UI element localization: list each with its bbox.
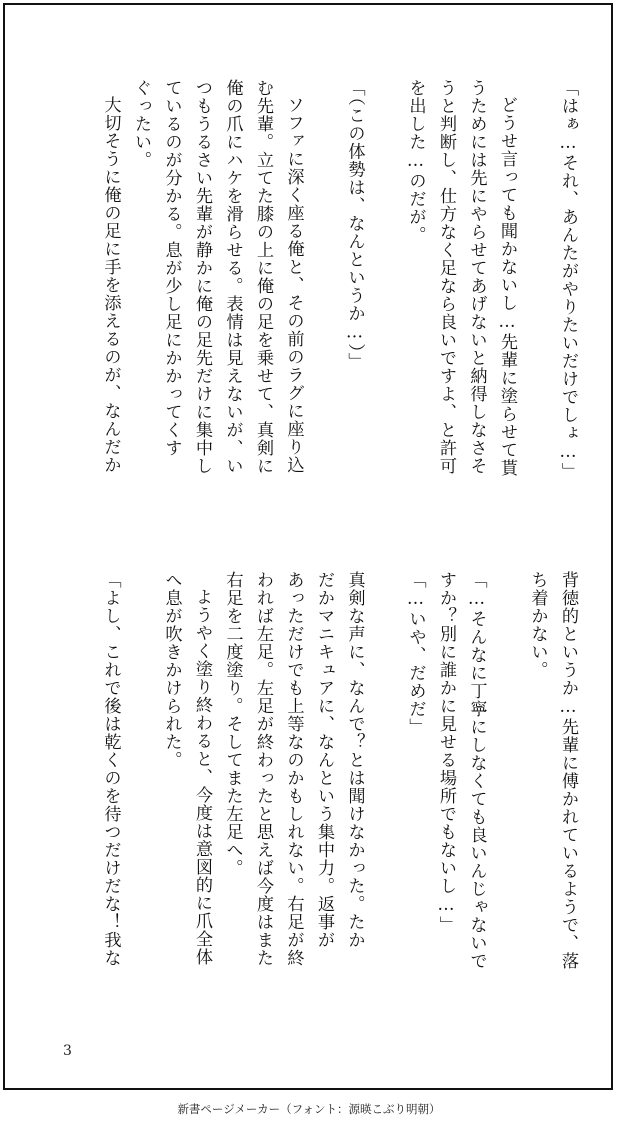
text-line: ち着かない。 (527, 571, 548, 679)
text-line: 「よし、これで後は乾くのを待つだけだな！我な (100, 571, 121, 967)
text-line: 背徳的というか…先輩に傅かれているようで、落 (558, 571, 578, 970)
blank-line (522, 79, 553, 531)
blank-line (492, 571, 523, 1023)
text-line: を出した…のだが。 (405, 79, 426, 244)
text-line: 俺の爪にハケを滑らせる。表情は見えないが、い (222, 79, 243, 475)
text-line: 「…そんなに丁寧にしなくても良いんじゃないで (466, 571, 487, 970)
blank-line (309, 79, 340, 531)
page-number: 3 (63, 1043, 72, 1059)
book-page (3, 3, 613, 1090)
text-line: うためには先にやらせてあげないと納得しなさそ (466, 79, 487, 475)
text-line: ようやく塗り終わると、今度は意図的に爪全体 (192, 588, 212, 966)
text-line: 「（この体勢は、なんというか…）」 (344, 79, 365, 371)
text-line: 「はぁ…それ、あんたがやりたいだけでしょ…」 (558, 79, 578, 481)
text-line: あっただけでも上等なのかもしれない。右足が終 (283, 571, 304, 967)
blank-line (370, 571, 401, 1023)
text-line: ぐったい。 (131, 79, 151, 169)
text-line: 真剣な声に、なんで？とは聞けなかった。たか (344, 571, 365, 949)
text-line: すか？別に誰かに見せる場所でもないし…」 (436, 571, 456, 934)
text-tier-top (35, 79, 583, 531)
text-line: へ息が吹きかけられた。 (161, 571, 182, 769)
text-line: だかマニキュアに、なんという集中力。返事が (314, 571, 334, 949)
blank-line (126, 571, 157, 1023)
text-line: 「…いや、だめだ」 (405, 571, 426, 736)
text-line: ているのが分かる。息が少し足にかかってくす (161, 79, 182, 457)
footer-credit: 新書ページメーカー（フォント：源暎こぶり明朝） (177, 1102, 441, 1116)
blank-line (370, 79, 401, 531)
text-line: 右足を二度塗り。そしてまた左足へ。 (222, 571, 243, 877)
text-line: どうせ言っても聞かないし…先輩に塗らせて貰 (497, 96, 517, 477)
text-line: つもうるさい先輩が静かに俺の足先だけに集中し (192, 79, 212, 475)
text-line: 大切そうに俺の足に手を添えるのが、なんだか (100, 96, 121, 474)
text-tier-bottom (35, 571, 583, 1023)
text-line: うと判断し、仕方なく足なら良いですよ、と許可 (436, 79, 456, 475)
text-line: われば左足。左足が終わったと思えば今度はまた (253, 571, 273, 967)
text-line: む先輩。立てた膝の上に俺の足を乗せて、真剣に (253, 79, 273, 475)
text-line: ソファに深く座る俺と、その前のラグに座り込 (283, 96, 304, 474)
